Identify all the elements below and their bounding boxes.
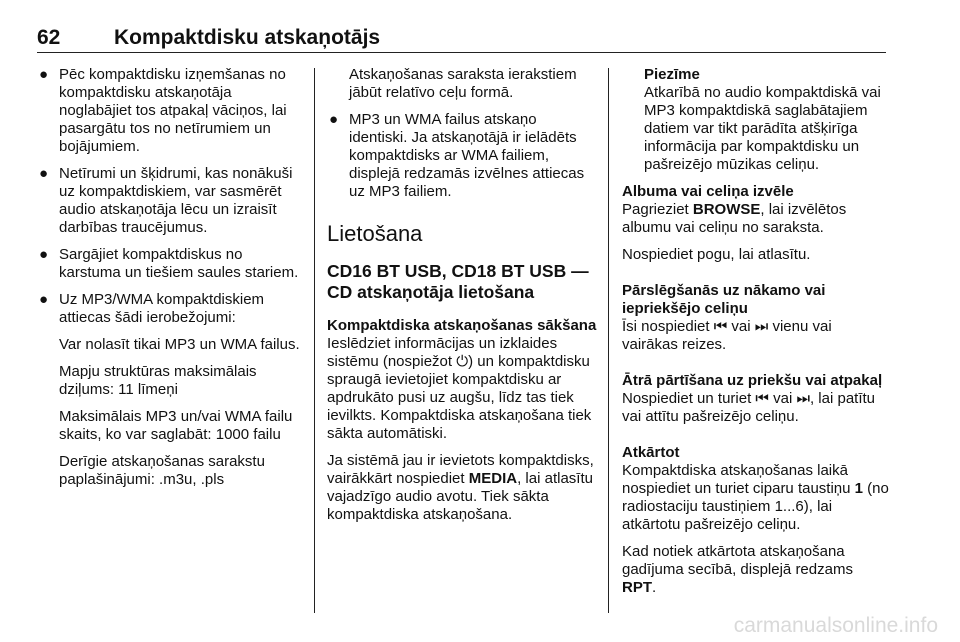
sub-item: Derīgie atskaņošanas sarakstu paplašinājumi: .m3u, .pls [59,453,265,488]
paragraph: Kompaktdiska atskaņošanas laikā nospiediet un turiet ciparu taustiņu 1 (no radiostaciju taustiņiem 1...6), lai atkārtotu pašreizējo celiņu. [622,462,889,533]
browse-button-label: BROWSE [692,201,761,218]
sub-item: Mapju struktūras maksimālais dziļums: 11 līmeņi [59,363,257,398]
topic-heading: Pārslēgšanās uz nākamo vai iepriekšējo celiņu [622,282,826,317]
bullet-icon: ● [39,165,49,182]
bullet-item [327,111,597,201]
bullet-icon: ● [329,111,339,128]
bullet-text: MP3 un WMA failus atskaņo identiski. Ja atskaņotājā ir ielādēts kompaktdisks ar WMA failiem, displejā redzamās izvēlnes attiecas uz MP3 failiem. [349,111,585,200]
topic-heading: Albuma vai celiņa izvēle [622,183,794,200]
topic-heading: Kompaktdiska atskaņošanas sākšana [327,317,597,334]
previous-track-icon: ⏮ [755,390,769,407]
bullet-text: Uz MP3/WMA kompaktdiskiem attiecas šādi ierobežojumi: [59,291,265,326]
bullet-text: Sargājiet kompaktdiskus no karstuma un tiešiem saules stariem. [59,246,299,281]
previous-track-icon: ⏮ [713,318,728,335]
rpt-indicator: RPT [622,579,652,596]
page-number: 62 [37,26,61,49]
page-title: Kompaktdisku atskaņotājs [114,26,381,49]
bullet-icon: ● [39,291,49,308]
topic-heading: Atkārtot [622,444,680,461]
bullet-text: Pēc kompaktdisku izņemšanas no kompaktdisku atskaņotāja noglabājiet tos atpakaļ vāciņos, lai pasargātu tos no netīrumiem un bojājumiem. [59,66,287,155]
sub-item: Maksimālais MP3 un/vai WMA failu skaits, ko var saglabāt: 1000 failu [59,408,293,443]
bullet-item [37,246,305,282]
paragraph: Nospiediet pogu, lai atlasītu. [622,246,811,263]
sub-item: Var nolasīt tikai MP3 un WMA failus. [59,336,300,353]
section-heading: Lietošana [327,221,423,246]
column-3 [622,66,890,606]
bullet-item [37,291,305,327]
next-track-icon: ⏭ [754,318,769,335]
bullet-icon: ● [39,66,49,83]
bullet-text: Netīrumi un šķidrumi, kas nonākuši uz kompaktdiskiem, var sasmērēt audio atskaņotāja lēcu un izraisīt darbības traucējumus. [59,165,293,236]
paragraph: Pagrieziet BROWSE, lai izvēlētos albumu vai celiņu no saraksta. [622,201,847,236]
paragraph: Kad notiek atkārtota atskaņošana gadījuma secībā, displejā redzams RPT. [622,543,853,596]
subsection-heading: CD16 BT USB, CD18 BT USB — CD atskaņotāja lietošana [327,261,589,302]
column-divider-2 [608,68,609,613]
topic-heading: Ātrā pārtīšana uz priekšu vai atpakaļ [622,372,883,389]
bullet-continuation: Atskaņošanas saraksta ierakstiem jābūt relatīvo ceļu formā. [349,66,577,101]
paragraph: Īsi nospiediet ⏮ vai ⏭ vienu vai vairākas reizes. [622,318,832,353]
note-title: Piezīme [644,66,700,83]
watermark: carmanualsonline.info [733,614,938,637]
column-1 [37,66,305,498]
next-track-icon: ⏭ [796,390,810,407]
paragraph: Nospiediet un turiet ⏮ vai ⏭, lai patītu vai attītu pašreizējo celiņu. [622,390,876,425]
page-header [37,26,886,53]
bullet-item [37,165,305,237]
paragraph: Ieslēdziet informācijas un izklaides sistēmu (nospiežot ⏻) un kompaktdisku spraugā ievietojiet kompaktdisku ar apdrukāto pusi uz augšu, līdz tas tiek ievilkts. Kompaktdiska atskaņošana tiek sākta automātiski. [327,335,592,442]
paragraph: Ja sistēmā jau ir ievietots kompaktdisks, vairākkārt nospiediet MEDIA, lai atlasītu vajadzīgo audio avotu. Tiek sākta kompaktdiska atskaņošana. [327,452,594,523]
bullet-icon: ● [39,246,49,263]
note-text: Atkarībā no audio kompaktdiskā vai MP3 kompaktdiskā saglabātajiem datiem var tikt parādīta atšķirīga informācija par kompaktdisku un pašreizējo mūzikas celiņu. [644,84,881,173]
media-button-label: MEDIA [468,470,518,487]
key-label: 1 [854,480,863,497]
power-icon: ⏻ [456,353,469,370]
bullet-item [37,66,305,156]
column-divider-1 [314,68,315,613]
column-2 [327,66,597,533]
note [622,66,890,174]
